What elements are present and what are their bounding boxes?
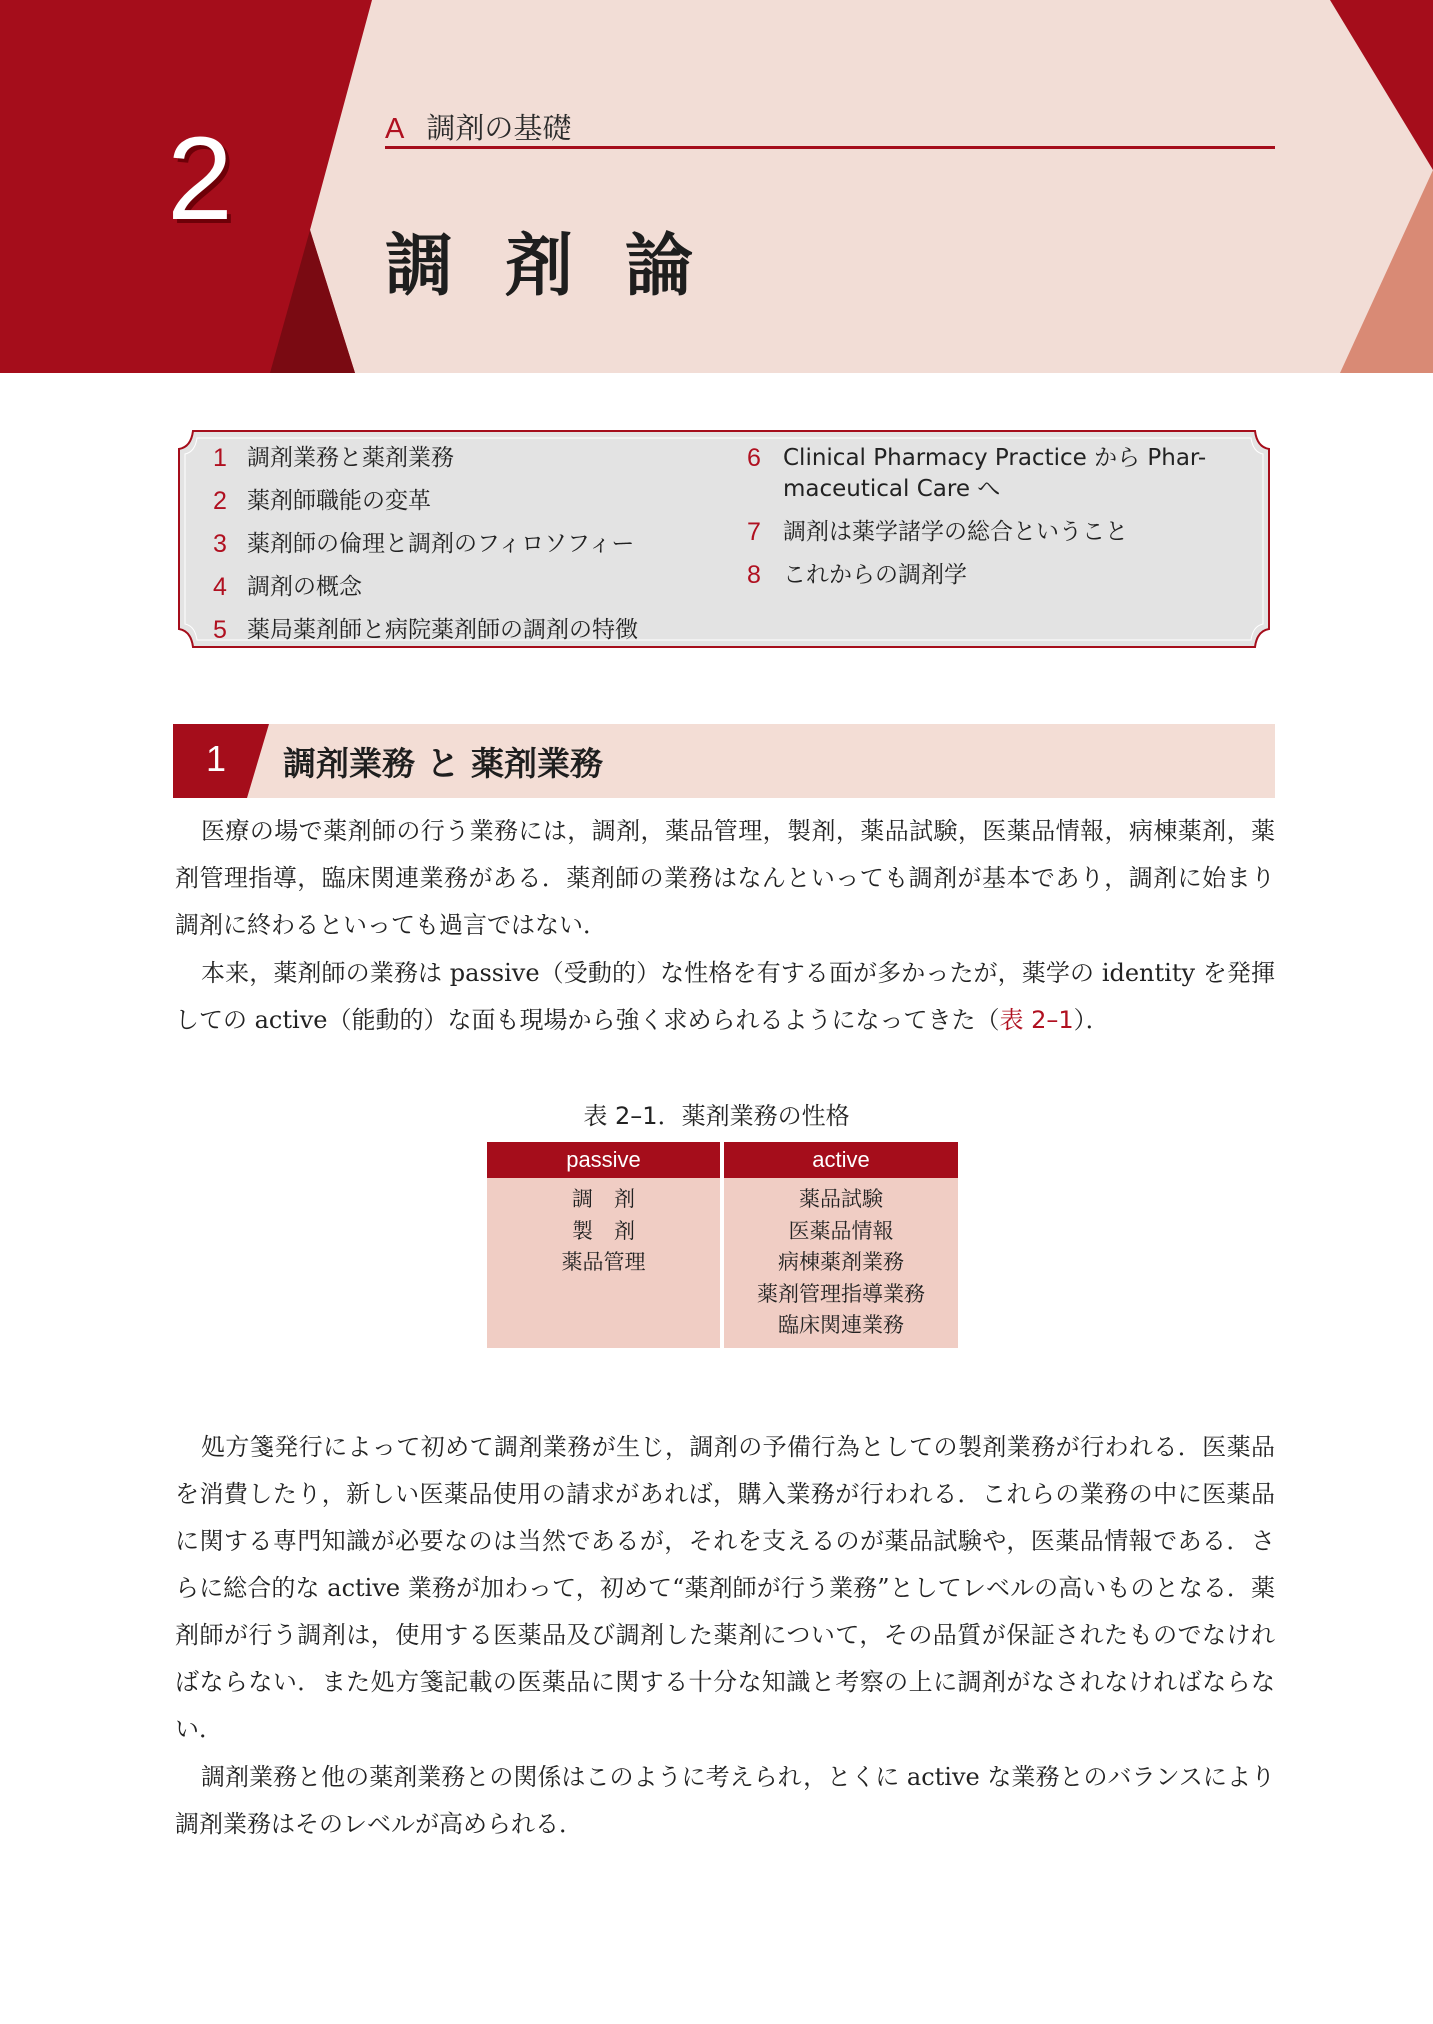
- chapter-header: [0, 0, 1433, 373]
- table-cell: 医薬品情報: [788, 1218, 894, 1243]
- toc-item-number: 1: [213, 444, 227, 472]
- toc-item-label: 調剤の概念: [247, 574, 362, 600]
- toc-item[interactable]: [213, 480, 638, 523]
- table-column-active: [724, 1178, 958, 1348]
- toc-item-number: 5: [213, 616, 227, 644]
- table-cell: 薬品管理: [561, 1250, 646, 1274]
- section-label-text: 調剤の基礎: [426, 111, 572, 145]
- toc-item-label: 薬剤師の倫理と調剤のフィロソフィー: [247, 531, 635, 557]
- toc-item-label: 薬局薬剤師と病院薬剤師の調剤の特徴: [247, 617, 638, 643]
- table-reference-link[interactable]: 表 2–1: [999, 1006, 1074, 1034]
- toc-item-number: 6: [747, 444, 761, 472]
- toc-item-label: 調剤業務と薬剤業務: [247, 445, 454, 471]
- table-header-row: [487, 1142, 958, 1178]
- toc-item[interactable]: [213, 437, 638, 480]
- toc-item-label: [783, 443, 1206, 505]
- toc-item-number: 8: [747, 561, 761, 589]
- chapter-title: 調剤論: [385, 227, 746, 306]
- section-number: 1: [205, 738, 227, 779]
- toc-item[interactable]: [213, 609, 638, 652]
- toc-item-number: 7: [747, 518, 761, 546]
- paragraph-2-end: ）．: [1073, 1006, 1110, 1034]
- table-cell: 薬品試験: [799, 1187, 883, 1211]
- paragraph-3: 処方箋発行によって初めて調剤業務が生じ，調剤の予備行為としての製剤業務が行われる．医薬品を消費したり，新しい医薬品使用の請求があれば，購入業務が行われる．これらの業務の中に医薬品に関する専門知識が必要なのは当然であるが，それを支えるのが薬品試験や，医薬品情報である．さらに総合的な active 業務が加わって，初めて“薬剤師が行う業務”としてレベルの高いものとなる．薬剤師が行う調剤は，使用する医薬品及び調剤した薬剤について，その品質が保証されたものでなければならない．また処方箋記載の医薬品に関する十分な知識と考察の上に調剤がなされなければならない．: [175, 1433, 1275, 1743]
- toc-right-column: [747, 437, 1247, 597]
- paragraph-2-text: 本来，薬剤師の業務は passive（受動的）な性格を有する面が多かったが，薬学の identity を発揮しての active（能動的）な面も現場から強く求められるようになってきた（: [175, 959, 1275, 1034]
- table-cell: 病棟薬剤業務: [778, 1250, 904, 1274]
- toc-item[interactable]: [213, 523, 638, 566]
- paragraph-1: 医療の場で薬剤師の行う業務には，調剤，薬品管理，製剤，薬品試験，医薬品情報，病棟薬剤，薬剤管理指導，臨床関連業務がある．薬剤師の業務はなんといっても調剤が基本であり，調剤に始まり調剤に終わるといっても過言ではない．: [175, 817, 1275, 939]
- table-cell: 臨床関連業務: [778, 1313, 904, 1337]
- toc-item-label-line2: maceutical Care へ: [783, 476, 1001, 502]
- toc-item[interactable]: [213, 566, 638, 609]
- toc-item-label-line1: Clinical Pharmacy Practice から Phar-: [783, 445, 1207, 471]
- table-body: [487, 1178, 958, 1348]
- table-header-passive: passive: [487, 1142, 720, 1178]
- paragraph-2: [175, 950, 1275, 1044]
- toc-left-column: [213, 437, 638, 652]
- toc-item-number: 2: [213, 487, 227, 515]
- paragraph-4: 調剤業務と他の薬剤業務との関係はこのように考えられ，とくに active な業務とのバランスにより調剤業務はそのレベルが高められる．: [175, 1763, 1275, 1838]
- section-label: [385, 106, 571, 147]
- table-cell: 調 剤: [572, 1187, 635, 1211]
- table-column-passive: [487, 1178, 720, 1348]
- table-cell: 薬剤管理指導業務: [757, 1281, 925, 1306]
- table-cell: 製 剤: [572, 1218, 635, 1243]
- header-rule: [385, 146, 1275, 149]
- toc-item[interactable]: [747, 554, 1247, 597]
- toc-item-label: 薬剤師職能の変革: [247, 488, 431, 514]
- data-table: [487, 1142, 958, 1348]
- toc-item[interactable]: [747, 443, 1247, 505]
- section-title: 調剤業務 と 薬剤業務: [283, 744, 603, 783]
- chapter-number: 2: [167, 113, 233, 245]
- section-letter: A: [385, 113, 405, 145]
- toc-item-label: 調剤は薬学諸学の総合ということ: [783, 519, 1128, 545]
- toc-item-number: 3: [213, 530, 227, 558]
- toc-item[interactable]: [747, 511, 1247, 554]
- table-caption: 表 2–1．薬剤業務の性格: [583, 1102, 850, 1130]
- table-of-contents: [175, 423, 1273, 655]
- table-header-active: active: [724, 1142, 958, 1178]
- toc-item-label: これからの調剤学: [783, 562, 967, 588]
- toc-item-number: 4: [213, 573, 227, 601]
- section-heading: [173, 724, 1275, 798]
